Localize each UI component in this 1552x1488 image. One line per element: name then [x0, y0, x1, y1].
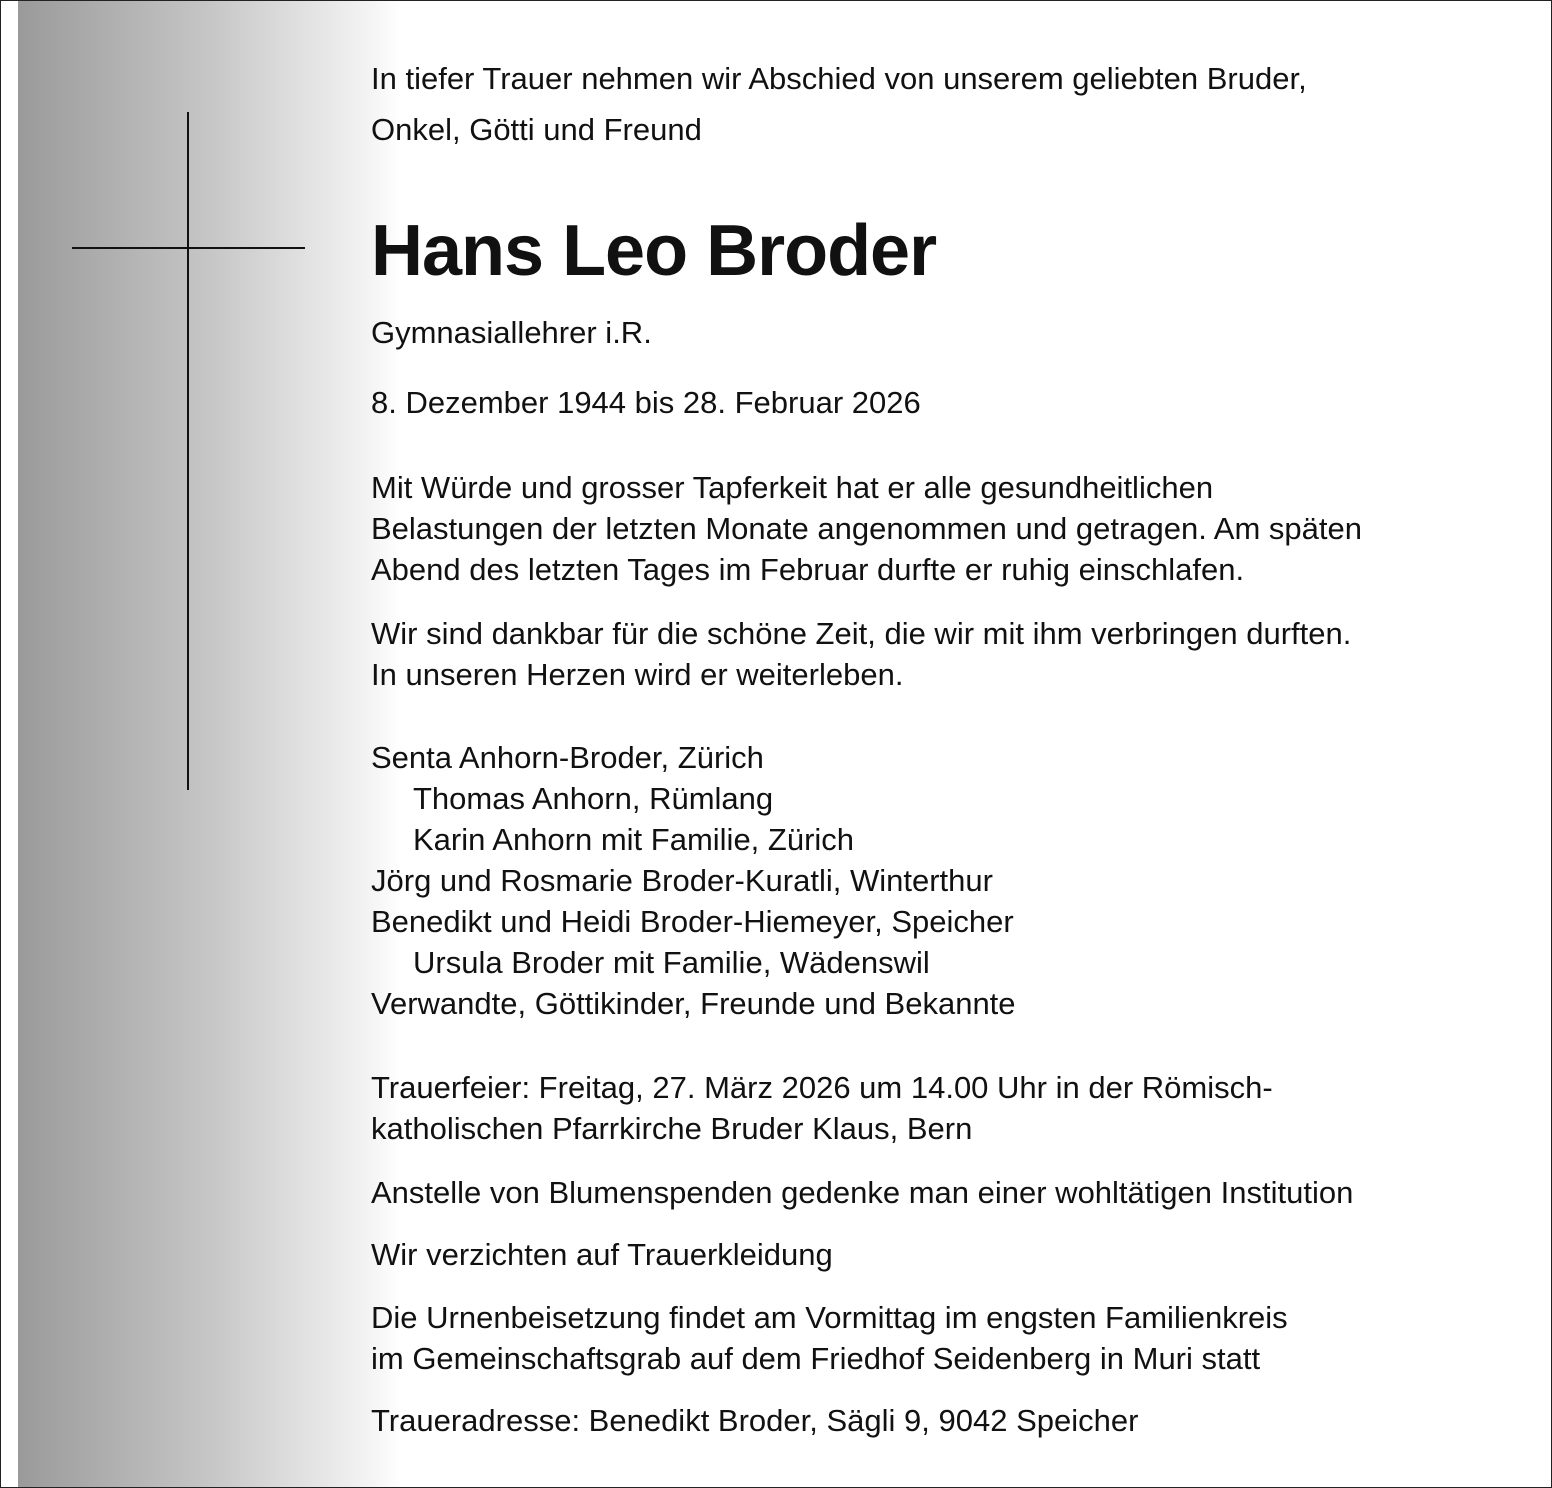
paragraph2-line-1: Wir sind dankbar für die schöne Zeit, die wir mit ihm verbringen durften.: [371, 616, 1352, 651]
mourner-line: Jörg und Rosmarie Broder-Kuratli, Winterthur: [371, 863, 993, 898]
intro-line-1: In tiefer Trauer nehmen wir Abschied von unserem geliebten Bruder,: [371, 61, 1307, 96]
mourner-line: Benedikt und Heidi Broder-Hiemeyer, Speicher: [371, 904, 1014, 939]
dress-note: Wir verzichten auf Trauerkleidung: [371, 1237, 833, 1272]
mourner-line: Verwandte, Göttikinder, Freunde und Bekannte: [371, 986, 1016, 1021]
mourner-line: Ursula Broder mit Familie, Wädenswil: [413, 945, 930, 980]
gradient-side-band: [18, 1, 401, 1487]
paragraph2-line-2: In unseren Herzen wird er weiterleben.: [371, 657, 904, 692]
burial-line-1: Die Urnenbeisetzung findet am Vormittag im engsten Familienkreis: [371, 1300, 1288, 1335]
mourner-line: Thomas Anhorn, Rümlang: [413, 781, 774, 816]
cross-vertical-bar: [187, 112, 189, 790]
deceased-name: Hans Leo Broder: [371, 211, 937, 291]
paragraph1-line-1: Mit Würde und grosser Tapferkeit hat er alle gesundheitlichen: [371, 470, 1214, 505]
mourning-address: Traueradresse: Benedikt Broder, Sägli 9, 9042 Speicher: [371, 1403, 1139, 1438]
paragraph1-line-3: Abend des letzten Tages im Februar durfte er ruhig einschlafen.: [371, 552, 1245, 587]
cross-horizontal-bar: [72, 247, 305, 249]
funeral-line-2: katholischen Pfarrkirche Bruder Klaus, Bern: [371, 1111, 973, 1146]
funeral-line-1: Trauerfeier: Freitag, 27. März 2026 um 14.00 Uhr in der Römisch-: [371, 1070, 1273, 1105]
life-dates: 8. Dezember 1944 bis 28. Februar 2026: [371, 385, 921, 420]
mourner-line: Karin Anhorn mit Familie, Zürich: [413, 822, 855, 857]
intro-line-2: Onkel, Götti und Freund: [371, 112, 702, 147]
donations-note: Anstelle von Blumenspenden gedenke man einer wohltätigen Institution: [371, 1175, 1354, 1210]
deceased-title: Gymnasiallehrer i.R.: [371, 315, 652, 350]
paragraph1-line-2: Belastungen der letzten Monate angenommen und getragen. Am späten: [371, 511, 1362, 546]
mourner-line: Senta Anhorn-Broder, Zürich: [371, 740, 764, 775]
burial-line-2: im Gemeinschaftsgrab auf dem Friedhof Seidenberg in Muri statt: [371, 1341, 1261, 1376]
